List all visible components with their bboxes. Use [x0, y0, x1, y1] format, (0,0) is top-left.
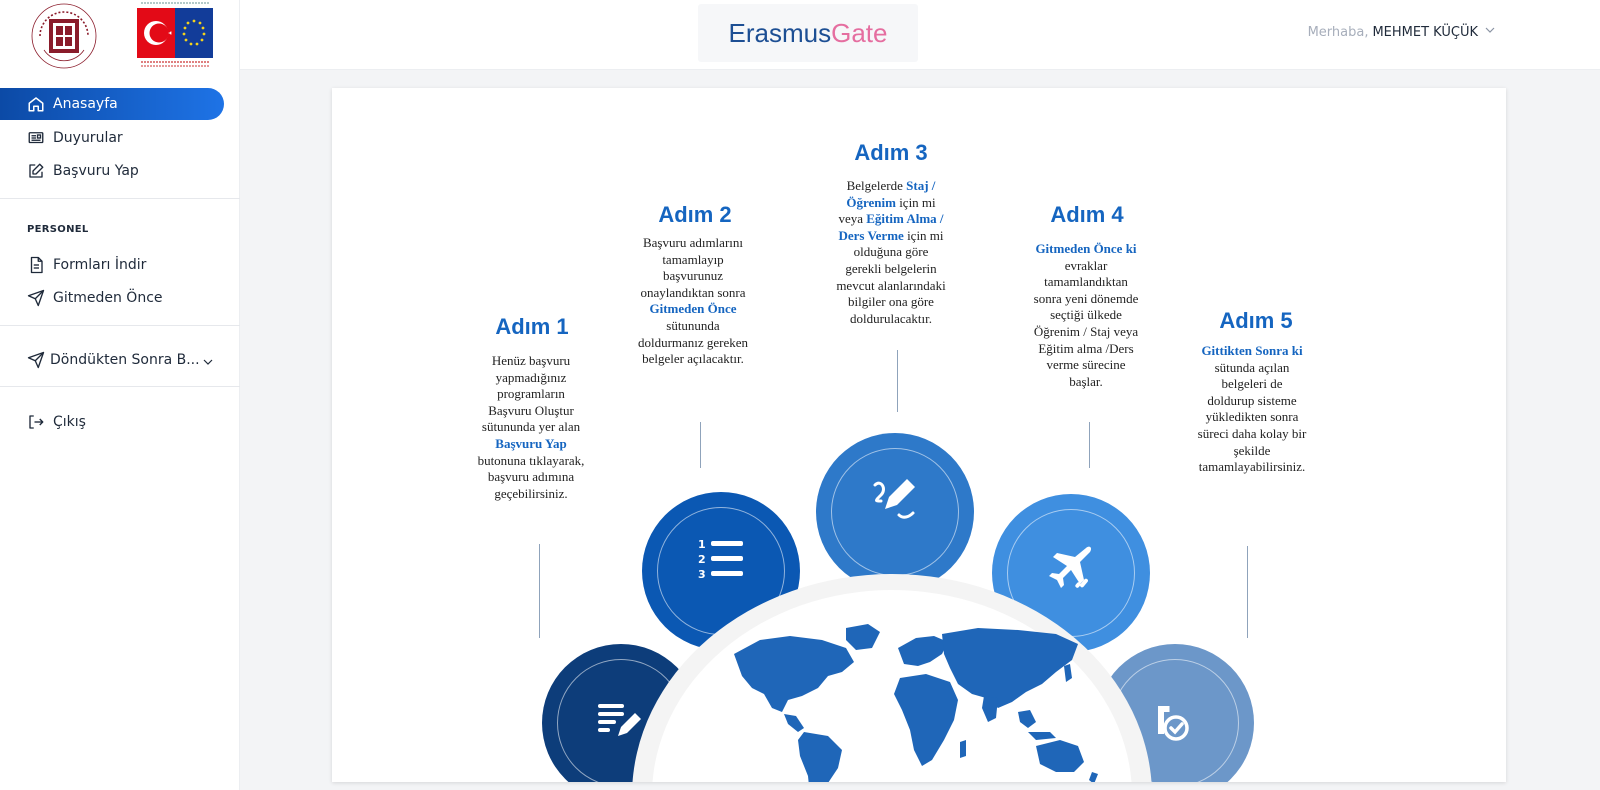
step-text-segment: için mi veya: [838, 194, 936, 227]
steps-infographic-card: [332, 88, 1506, 782]
chevron-down-icon: [1484, 24, 1496, 40]
sidebar-divider: [0, 198, 240, 199]
step-2-title: Adım 2: [658, 202, 732, 227]
highlight-text: Başvuru Yap: [495, 435, 567, 451]
pen-signature-icon: [871, 475, 919, 523]
highlight-text: Gitmeden Önce: [649, 301, 737, 317]
step-2-text: [637, 235, 749, 368]
step-4-text: [1029, 241, 1143, 390]
svg-text:2: 2: [698, 553, 706, 566]
step-5-title: Adım 5: [1219, 308, 1293, 333]
firat-university-logo: [30, 2, 98, 70]
send-icon: [27, 351, 45, 369]
step-5-text: [1197, 343, 1307, 476]
connector-line: [897, 350, 898, 412]
send-icon: [27, 289, 45, 307]
step-text-segment: butonuna tıklayarak, başvuru adımına geçebilirsiniz.: [477, 452, 585, 501]
home-icon: [27, 95, 45, 113]
file-text-icon: [27, 256, 45, 274]
highlight-text: Eğitim Alma / Ders Verme: [838, 211, 944, 243]
brand-part2: Gate: [831, 17, 888, 48]
world-map-globe: [632, 536, 1152, 782]
sidebar-item-label: Gitmeden Önce: [53, 290, 163, 306]
logout-icon: [27, 413, 45, 431]
sidebar-item-label: Çıkış: [53, 414, 86, 430]
highlight-text: Gitmeden Önce ki: [1035, 241, 1137, 256]
highlight-text: Gittikten Sonra ki: [1201, 343, 1303, 358]
sidebar-item-gitmeden-once[interactable]: [0, 282, 224, 314]
step-4-title: Adım 4: [1050, 202, 1124, 227]
highlight-text: Staj / Öğrenim: [846, 178, 936, 210]
step-text-segment: Belgelerde: [846, 178, 907, 193]
step-3-text: [834, 178, 948, 327]
sidebar-divider: [0, 325, 240, 326]
sidebar-item-label: Duyurular: [53, 130, 123, 146]
step-text-segment: sütunda açılan belgeleri de doldurup sisteme yükledikten sonra süreci daha kolay bir şekilde tamamlayabilirsiniz.: [1197, 359, 1307, 475]
sidebar-item-basvuru-yap[interactable]: [0, 155, 224, 187]
svg-text:1: 1: [698, 538, 706, 551]
step-text-segment: Başvuru adımlarını tamamlayıp başvurunuz onaylandıktan sonra: [640, 235, 746, 300]
connector-line: [1247, 546, 1248, 638]
user-menu[interactable]: [1308, 24, 1496, 40]
step-1-text: [477, 353, 585, 502]
newspaper-icon: [27, 129, 45, 147]
sidebar-item-duyurular[interactable]: [0, 122, 224, 154]
edit-icon: [27, 162, 45, 180]
step-3-title: Adım 3: [854, 140, 928, 165]
step-text-segment: için mi olduğuna göre gerekli belgelerin mevcut alanlarındaki bilgiler ona göre doldurulacaktır.: [836, 227, 946, 326]
step-1-title: Adım 1: [495, 314, 569, 339]
sidebar-item-label: Formları İndir: [53, 257, 147, 273]
sidebar-item-label: Başvuru Yap: [53, 163, 139, 179]
username: MEHMET KÜÇÜK: [1372, 24, 1478, 40]
greeting-text: Merhaba,: [1307, 24, 1369, 40]
sidebar-item-formlari-indir[interactable]: [0, 249, 224, 281]
erasmusgate-logo[interactable]: [698, 4, 918, 62]
svg-text:3: 3: [698, 568, 706, 581]
step-text-segment: sütununda doldurmanız gereken belgeler açılacaktır.: [637, 317, 749, 367]
chevron-down-icon: [202, 356, 214, 372]
logo-area: [0, 0, 240, 80]
connector-line: [700, 422, 701, 468]
sidebar-item-label: Döndükten Sonra B...: [50, 352, 200, 368]
brand-part1: Erasmus: [728, 17, 832, 48]
connector-line: [539, 544, 540, 638]
sidebar-divider: [0, 386, 240, 387]
step-text-segment: Henüz başvuru yapmadığınız programların Başvuru Oluştur sütununda yer alan: [481, 353, 581, 435]
sidebar-item-anasayfa[interactable]: [0, 88, 224, 120]
document-check-icon: [1148, 698, 1196, 746]
connector-line: [1089, 422, 1090, 468]
turkish-national-agency-logo: [137, 0, 213, 68]
top-header: [240, 0, 1600, 70]
sidebar-item-dondukten-sonra[interactable]: [0, 344, 224, 376]
section-label-personel: PERSONEL: [27, 224, 89, 235]
sidebar: [0, 0, 240, 790]
step-text-segment: evraklar tamamlandıktan sonra yeni dönemde seçtiği ülkede Öğrenim / Staj veya Eğitim alma /Ders verme sürecine başlar.: [1033, 257, 1139, 389]
sidebar-item-label: Anasayfa: [53, 96, 118, 112]
sidebar-item-cikis[interactable]: [0, 406, 224, 438]
